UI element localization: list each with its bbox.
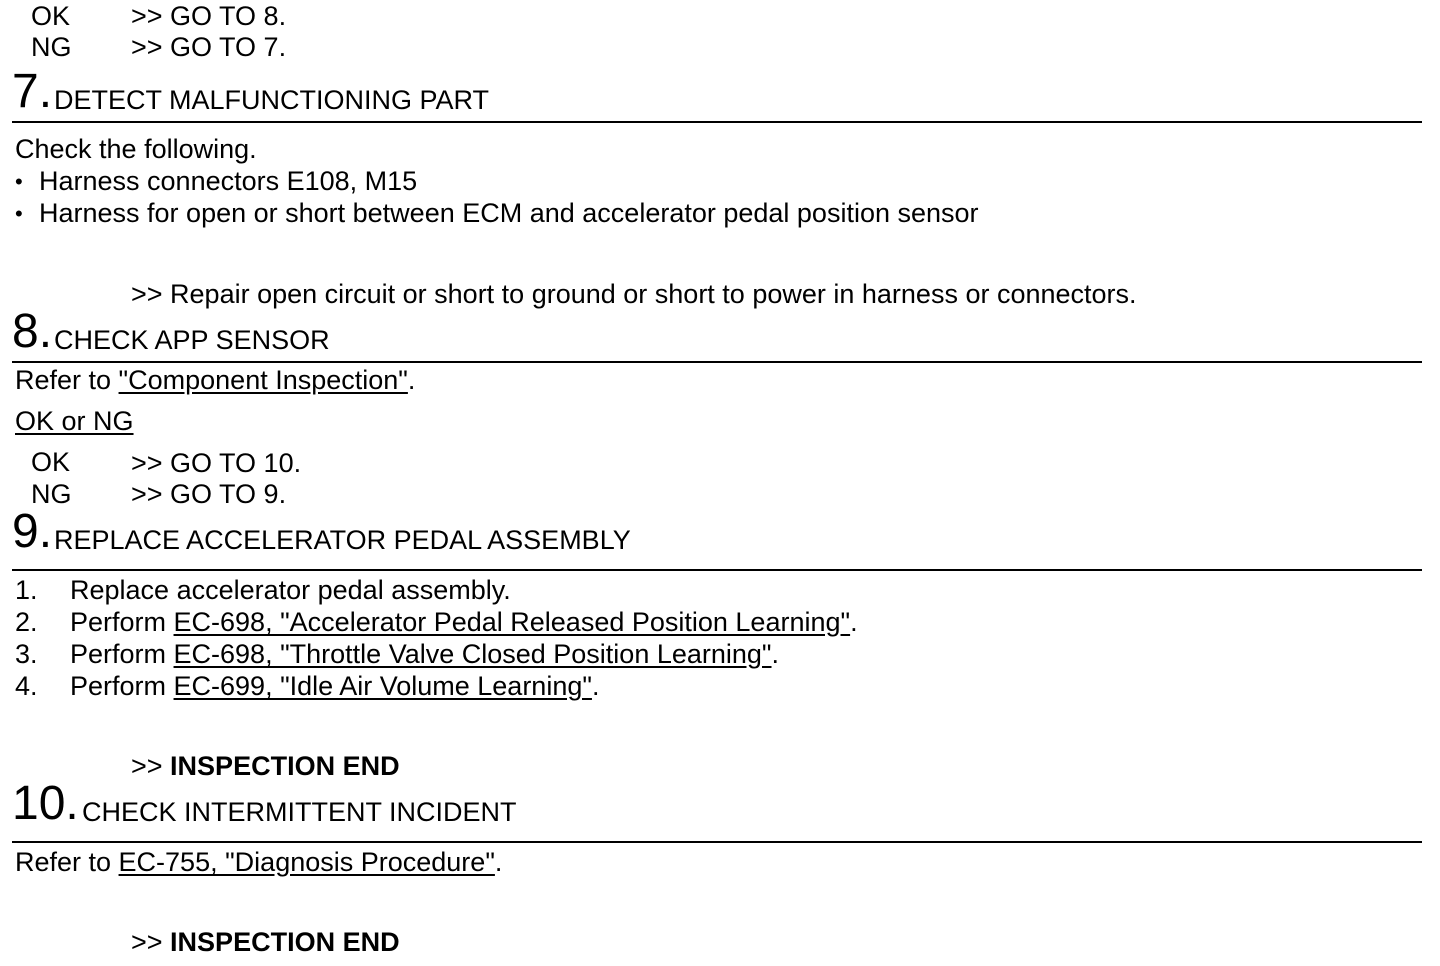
step9-number: 9.	[12, 505, 53, 558]
step7-title: DETECT MALFUNCTIONING PART	[54, 85, 490, 115]
step9-inspection-end	[131, 750, 400, 782]
item-text: Perform	[70, 671, 174, 701]
step7-divider	[12, 121, 1422, 123]
result-label-ok: OK	[31, 1, 71, 31]
refer-suffix: .	[494, 847, 503, 877]
step10-inspection-end	[131, 926, 400, 958]
item-suffix: .	[850, 607, 858, 637]
step9-item-number: 2.	[15, 607, 38, 637]
result-action-goto-7: >> GO TO 7.	[131, 32, 287, 62]
step8-divider	[12, 361, 1422, 363]
refer-prefix: Refer to	[15, 847, 119, 877]
step7-action: >> Repair open circuit or short to ground or short to power in harness or connectors.	[131, 279, 1137, 309]
result-action-goto-10: >> GO TO 10.	[131, 448, 302, 478]
step8-number: 8.	[12, 305, 53, 358]
step9-item-4	[70, 670, 599, 702]
idle-air-volume-learning-link[interactable]: EC-699, "Idle Air Volume Learning"	[173, 671, 592, 701]
result-label-ng: NG	[31, 479, 72, 509]
step9-item-1	[70, 574, 511, 606]
refer-suffix: .	[407, 365, 416, 395]
refer-prefix: Refer to	[15, 365, 119, 395]
step9-title: REPLACE ACCELERATOR PEDAL ASSEMBLY	[54, 525, 631, 555]
step7-bullet-1: Harness connectors E108, M15	[39, 166, 418, 196]
ok-or-ng-heading: OK or NG	[15, 406, 134, 436]
end-prefix: >>	[131, 751, 171, 781]
step9-item-number: 4.	[15, 671, 38, 701]
result-action-goto-9: >> GO TO 9.	[131, 479, 287, 509]
step7-number: 7.	[12, 65, 53, 118]
accelerator-pedal-learning-link[interactable]: EC-698, "Accelerator Pedal Released Position Learning"	[173, 607, 851, 637]
step9-item-2	[70, 606, 858, 638]
end-label: INSPECTION END	[170, 927, 400, 957]
item-text: Perform	[70, 639, 174, 669]
component-inspection-link[interactable]: "Component Inspection"	[118, 365, 408, 395]
throttle-valve-learning-link[interactable]: EC-698, "Throttle Valve Closed Position Learning"	[173, 639, 772, 669]
bullet-icon: •	[15, 201, 23, 226]
step9-divider	[12, 569, 1422, 571]
item-suffix: .	[771, 639, 780, 669]
step10-refer	[15, 846, 502, 878]
result-label-ng: NG	[31, 32, 72, 62]
step8-refer	[15, 364, 415, 396]
item-text: Perform	[70, 607, 174, 637]
end-prefix: >>	[131, 927, 171, 957]
diagnosis-procedure-link[interactable]: EC-755, "Diagnosis Procedure"	[118, 847, 495, 877]
step7-bullet-2: Harness for open or short between ECM and accelerator pedal position sensor	[39, 198, 979, 228]
step10-divider	[12, 841, 1422, 843]
step9-item-number: 1.	[15, 575, 38, 605]
end-label: INSPECTION END	[170, 751, 400, 781]
bullet-icon: •	[15, 169, 23, 194]
step7-intro: Check the following.	[15, 134, 257, 164]
result-action-goto-8: >> GO TO 8.	[131, 1, 287, 31]
step10-title: CHECK INTERMITTENT INCIDENT	[82, 797, 517, 827]
item-suffix: .	[591, 671, 600, 701]
step9-item-3	[70, 638, 779, 670]
step8-title: CHECK APP SENSOR	[54, 325, 330, 355]
step9-item-number: 3.	[15, 639, 38, 669]
item-text: Replace accelerator pedal assembly.	[70, 575, 511, 605]
step10-number: 10.	[12, 777, 79, 830]
result-label-ok: OK	[31, 447, 71, 477]
